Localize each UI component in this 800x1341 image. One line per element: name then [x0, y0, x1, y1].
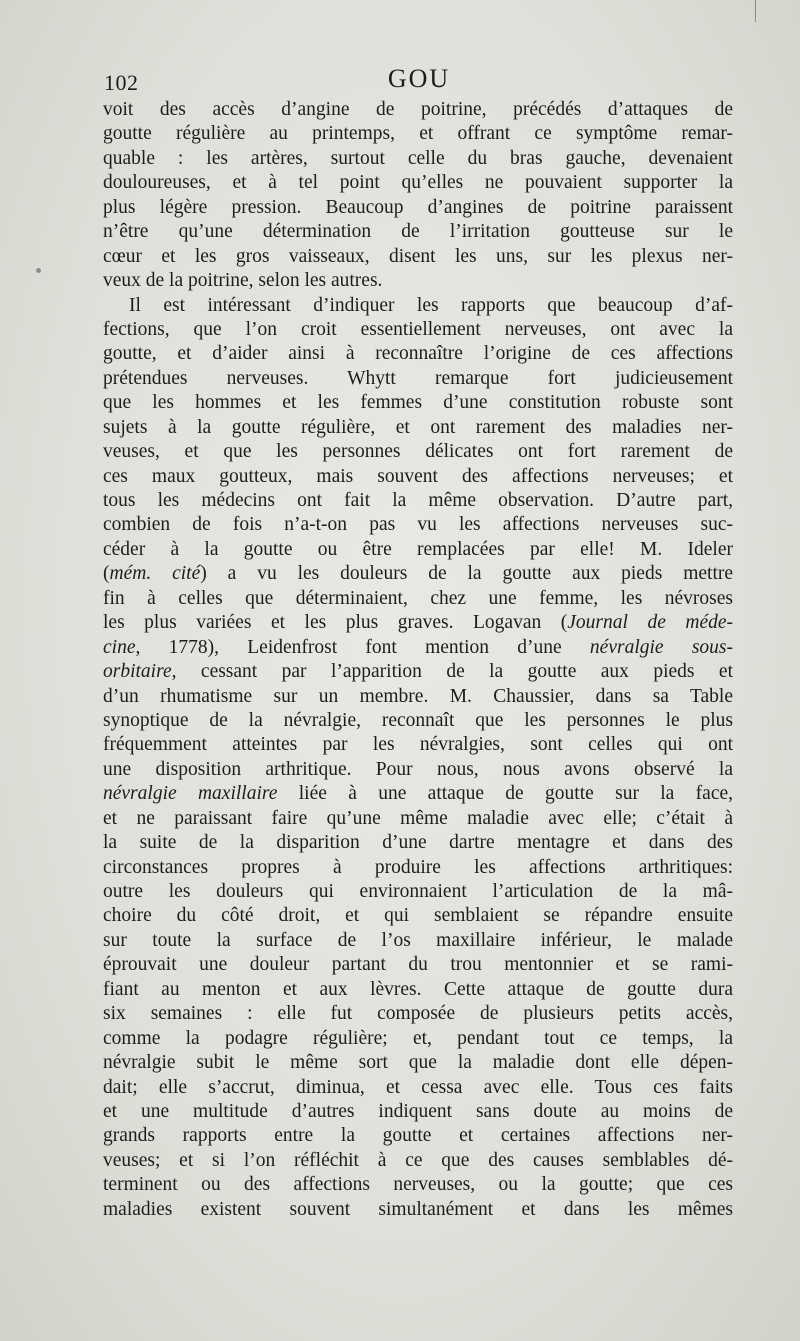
text-line: veux de la poitrine, selon les autres. — [103, 270, 383, 292]
text-line: que les hommes et les femmes d’une constitution robuste sont — [103, 392, 733, 414]
text-span: , 1778), Leidenfrost font mention d’une — [135, 636, 590, 658]
text-line — [103, 660, 733, 684]
text-line: ces maux goutteux, mais souvent des affections nerveuses; et — [103, 465, 733, 487]
text-line — [103, 562, 733, 586]
italic-text: mém. cité — [109, 563, 201, 585]
text-line — [103, 782, 733, 806]
text-line: fin à celles que déterminaient, chez une femme, les névroses — [103, 587, 733, 609]
italic-text: Journal de méde- — [567, 612, 733, 634]
italic-text: névralgie sous- — [589, 636, 733, 658]
text-line: fréquemment atteintes par les névralgies, sont celles qui ont — [103, 734, 733, 756]
italic-text: orbitaire, — [103, 661, 177, 683]
text-line: Il est intéressant d’indiquer les rapports que beaucoup d’af- — [129, 294, 733, 316]
text-line — [103, 611, 733, 635]
text-line: combien de fois n’a-t-on pas vu les affections nerveuses suc- — [103, 514, 733, 536]
text-span: ) a vu les douleurs de la goutte aux pieds mettre — [200, 563, 733, 585]
running-head — [104, 62, 734, 96]
text-line: d’un rhumatisme sur un membre. M. Chaussier, dans sa Table — [103, 685, 733, 707]
text-line: synoptique de la névralgie, reconnaît que les personnes le plus — [103, 709, 733, 731]
body-text — [103, 98, 733, 1222]
running-title: GOU — [387, 64, 451, 93]
text-line: plus légère pression. Beaucoup d’angines de poitrine paraissent — [103, 196, 733, 218]
italic-text: névralgie maxillaire — [103, 783, 278, 805]
text-line: grands rapports entre la goutte et certaines affections ner- — [103, 1125, 733, 1147]
text-line: maladies existent souvent simultanément et dans les mêmes — [103, 1198, 733, 1220]
text-line: céder à la goutte ou être remplacées par elle! M. Ideler — [103, 538, 733, 560]
paper-speck — [36, 268, 41, 273]
text-line: circonstances propres à produire les affections arthritiques: — [103, 856, 733, 878]
text-line: comme la podagre régulière; et, pendant tout ce temps, la — [103, 1027, 733, 1049]
text-line: outre les douleurs qui environnaient l’articulation de la mâ- — [103, 881, 733, 902]
text-line: éprouvait une douleur partant du trou mentonnier et se rami- — [103, 954, 733, 976]
text-span: ( — [103, 563, 110, 585]
text-line: veuses; et si l’on réfléchit à ce que des causes semblables dé- — [103, 1149, 733, 1171]
text-line: fiant au menton et aux lèvres. Cette attaque de goutte dura — [103, 978, 733, 1000]
text-line: sur toute la surface de l’os maxillaire inférieur, le malade — [103, 929, 733, 951]
text-line: tous les médecins ont fait la même observation. D’autre part, — [103, 490, 733, 511]
text-line: névralgie subit le même sort que la maladie dont elle dépen- — [103, 1052, 733, 1074]
text-span: les plus variées et les plus graves. Logavan ( — [103, 612, 568, 634]
text-line: sujets à la goutte régulière, et ont rarement des maladies ner- — [103, 416, 733, 438]
text-line: une disposition arthritique. Pour nous, nous avons observé la — [103, 758, 733, 780]
text-span: cessant par l’apparition de la goutte aux pieds et — [176, 661, 733, 683]
text-line: et une multitude d’autres indiquent sans doute au moins de — [103, 1100, 733, 1122]
text-line: quable : les artères, surtout celle du bras gauche, devenaient — [103, 147, 733, 169]
text-line: veuses, et que les personnes délicates ont fort rarement de — [103, 441, 733, 463]
text-line: six semaines : elle fut composée de plusieurs petits accès, — [103, 1003, 733, 1025]
text-line: et ne paraissant faire qu’une même maladie avec elle; c’était à — [103, 807, 733, 829]
text-span: liée à une attaque de goutte sur la face, — [277, 783, 733, 805]
text-line: dait; elle s’accrut, diminua, et cessa avec elle. Tous ces faits — [103, 1076, 733, 1098]
text-line: fections, que l’on croit essentiellement nerveuses, ont avec la — [103, 318, 733, 340]
text-line: n’être qu’une détermination de l’irritation goutteuse sur le — [103, 221, 733, 243]
text-line: cœur et les gros vaisseaux, disent les uns, sur les plexus ner- — [103, 245, 733, 267]
page-number: 102 — [104, 70, 139, 95]
text-line: douloureuses, et à tel point qu’elles ne pouvaient supporter la — [103, 172, 733, 194]
text-line: prétendues nerveuses. Whytt remarque fort judicieusement — [103, 367, 733, 389]
text-line: la suite de la disparition d’une dartre mentagre et dans des — [103, 832, 733, 854]
text-line: choire du côté droit, et qui semblaient se répandre ensuite — [103, 905, 733, 927]
italic-text: cine — [103, 636, 136, 658]
text-line: goutte régulière au printemps, et offrant ce symptôme remar- — [103, 123, 733, 145]
text-line: voit des accès d’angine de poitrine, précédés d’attaques de — [103, 99, 733, 120]
text-line: terminent ou des affections nerveuses, ou la goutte; que ces — [103, 1174, 733, 1196]
page-edge-mark — [755, 0, 756, 22]
text-line — [103, 636, 733, 660]
text-line: goutte, et d’aider ainsi à reconnaître l’origine de ces affections — [103, 343, 733, 365]
